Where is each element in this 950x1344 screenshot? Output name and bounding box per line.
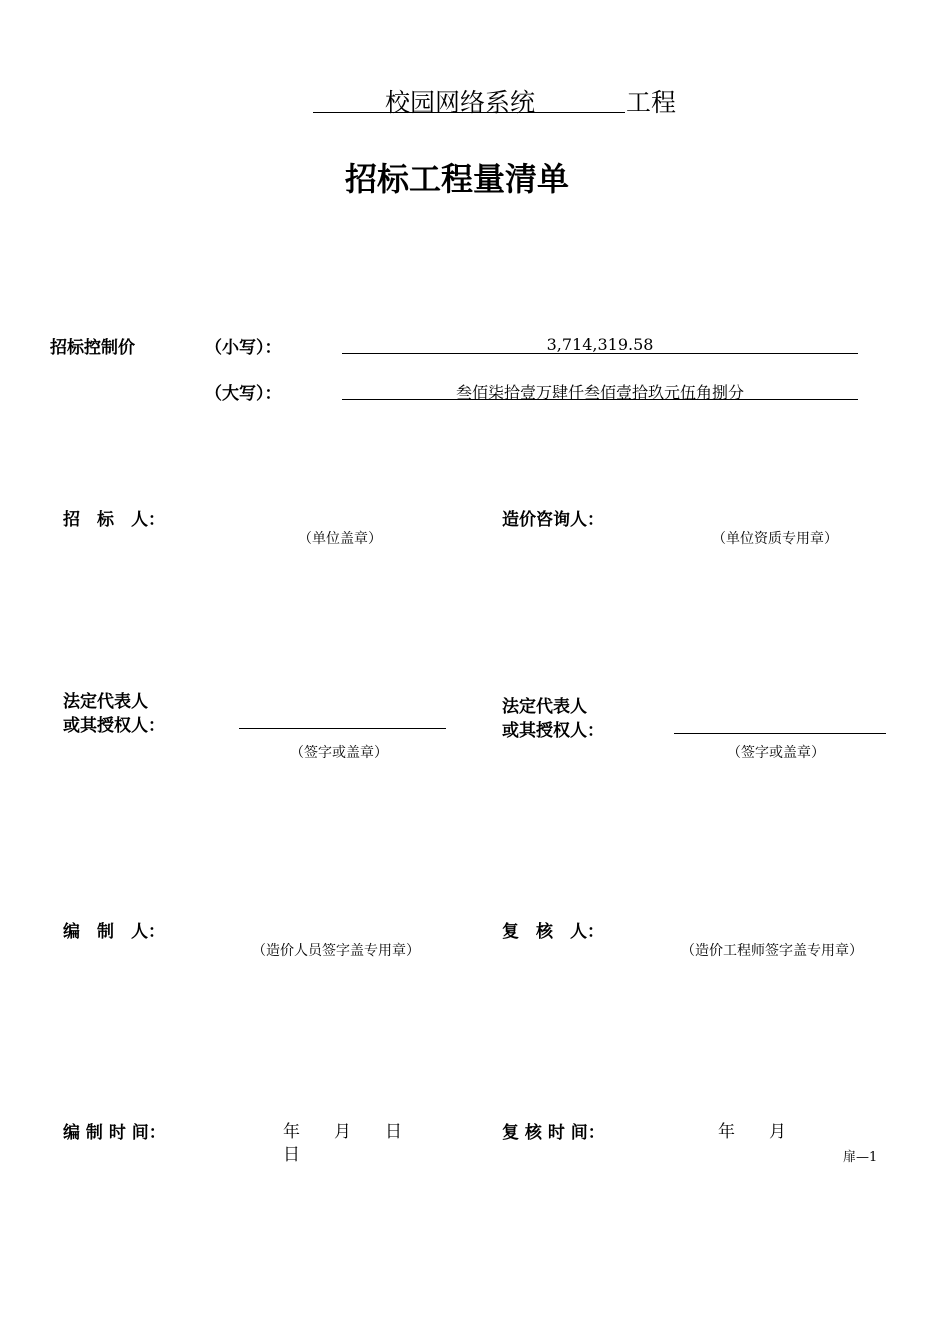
consultant-seal-note: （单位资质专用章） bbox=[712, 531, 838, 547]
reviewer-label: 复 核 人： bbox=[502, 922, 604, 942]
compiler-label: 编 制 人： bbox=[63, 922, 165, 942]
legal-rep-left-label-line1: 法定代表人 bbox=[63, 692, 148, 712]
consultant-label: 造价咨询人： bbox=[502, 510, 604, 530]
reviewer-stamp-note: （造价工程师签字盖专用章） bbox=[681, 943, 863, 959]
document-title: 招标工程量清单 bbox=[345, 160, 570, 198]
big-amount-label: （大写）： bbox=[205, 384, 282, 404]
compile-date-line1: 年 月 日 bbox=[283, 1122, 402, 1142]
big-amount-value: 叁佰柒拾壹万肆仟叁佰壹拾玖元伍角捌分 bbox=[455, 383, 744, 402]
page-code: 扉—1 bbox=[843, 1150, 878, 1165]
project-suffix: 工程 bbox=[626, 88, 677, 117]
small-amount-label: （小写）： bbox=[205, 338, 282, 358]
legal-rep-right-label-line1: 法定代表人 bbox=[502, 697, 587, 717]
tenderer-seal-note: （单位盖章） bbox=[298, 531, 382, 547]
project-name: 校园网络系统 bbox=[385, 88, 536, 117]
review-date-line1: 年 月 bbox=[718, 1122, 786, 1142]
legal-rep-right-note: （签字或盖章） bbox=[727, 745, 825, 761]
legal-rep-left-note: （签字或盖章） bbox=[290, 745, 388, 761]
legal-rep-left-signature-line bbox=[239, 728, 446, 729]
big-amount-underline bbox=[342, 399, 858, 400]
small-amount-underline bbox=[342, 353, 858, 354]
compile-date-line2: 日 bbox=[283, 1145, 300, 1165]
legal-rep-right-label-line2: 或其授权人： bbox=[502, 721, 604, 741]
legal-rep-left-label-line2: 或其授权人： bbox=[63, 716, 165, 736]
small-amount-value: 3,714,319.58 bbox=[546, 335, 654, 354]
review-time-label: 复 核 时 间： bbox=[502, 1123, 605, 1143]
compile-time-label: 编 制 时 间： bbox=[63, 1123, 166, 1143]
legal-rep-right-signature-line bbox=[674, 733, 886, 734]
compiler-stamp-note: （造价人员签字盖专用章） bbox=[252, 943, 420, 959]
control-price-label: 招标控制价 bbox=[50, 338, 135, 358]
tenderer-label: 招 标 人： bbox=[63, 510, 165, 530]
